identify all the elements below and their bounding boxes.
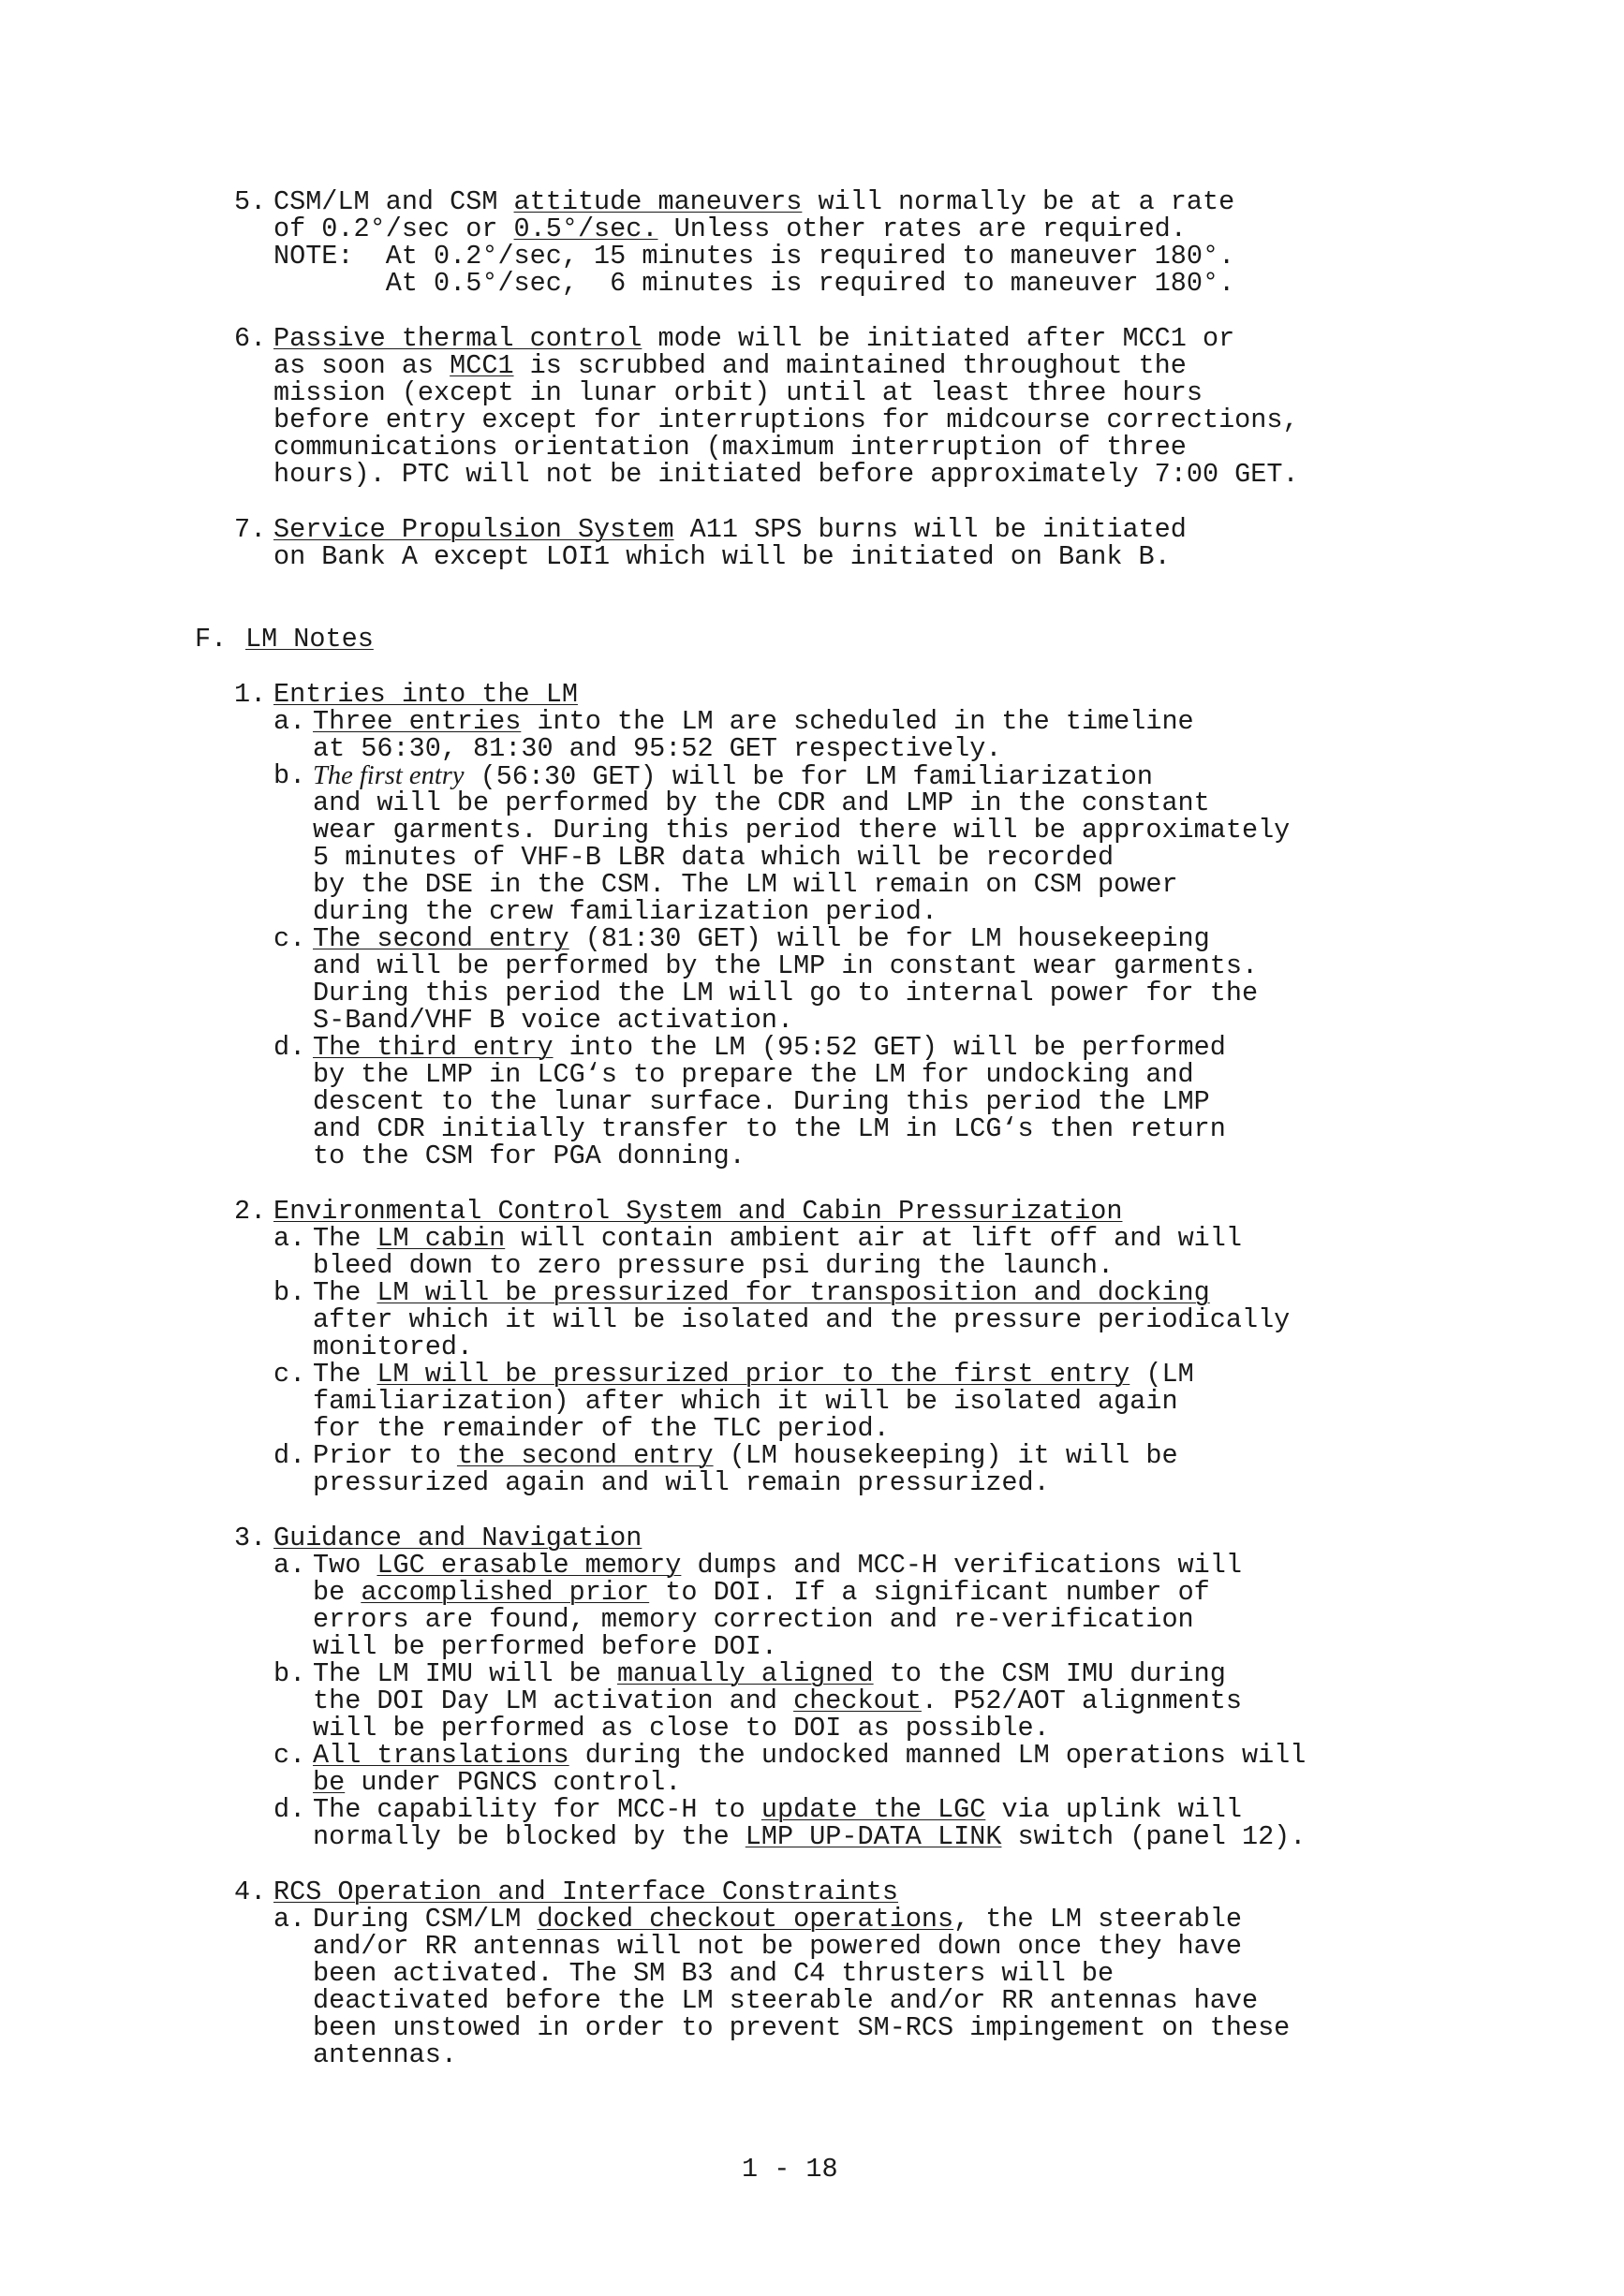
f1-d-line-4: and CDR initially transfer to the LM in LCG‘s then return: [313, 1113, 1226, 1144]
f4-a-line-1: During CSM/LM docked checkout operations, the LM steerable: [313, 1904, 1242, 1935]
f4-a-line-4: deactivated before the LM steerable and/or RR antennas have: [313, 1985, 1259, 2016]
item-5-note-1: NOTE: At 0.2°/sec, 15 minutes is required to maneuver 180°.: [273, 241, 1235, 272]
item-6-line-6: hours). PTC will not be initiated before approximately 7:00 GET.: [273, 459, 1299, 490]
f1-b-line-5: by the DSE in the CSM. The LM will remain on CSM power: [313, 869, 1178, 900]
f3-b-line-1: The LM IMU will be manually aligned to the CSM IMU during: [313, 1658, 1226, 1689]
f1-title: Entries into the LM: [273, 679, 578, 710]
f1-a-letter: a.: [273, 706, 306, 737]
f3-number: 3.: [234, 1523, 267, 1553]
f3-a-line-4: will be performed before DOI.: [313, 1631, 777, 1662]
f3-b-letter: b.: [273, 1658, 306, 1689]
f2-d-line-2: pressurized again and will remain pressurized.: [313, 1467, 1050, 1498]
f2-a-line-2: bleed down to zero pressure psi during the launch.: [313, 1250, 1115, 1281]
f1-d-line-2: by the LMP in LCG‘s to prepare the LM for undocking and: [313, 1059, 1194, 1090]
f1-d-letter: d.: [273, 1032, 306, 1063]
f4-title: RCS Operation and Interface Constraints: [273, 1877, 899, 1907]
item-7-number: 7.: [234, 514, 267, 545]
item-6-line-4: before entry except for interruptions for midcourse corrections,: [273, 405, 1299, 435]
f4-a-line-3: been activated. The SM B3 and C4 thrusters will be: [313, 1958, 1115, 1989]
item-7-line-1: Service Propulsion System A11 SPS burns will be initiated: [273, 514, 1187, 545]
f3-b-line-3: will be performed as close to DOI as possible.: [313, 1713, 1050, 1744]
f3-c-line-1: All translations during the undocked manned LM operations will: [313, 1740, 1307, 1771]
f4-a-line-6: antennas.: [313, 2039, 457, 2070]
f3-a-line-1: Two LGC erasable memory dumps and MCC-H verifications will: [313, 1550, 1242, 1581]
section-f-title: LM Notes: [245, 624, 374, 655]
section-f-letter: F.: [195, 624, 228, 655]
f1-a-line-2: at 56:30, 81:30 and 95:52 GET respectively.: [313, 733, 1002, 764]
f1-number: 1.: [234, 679, 267, 710]
f2-number: 2.: [234, 1196, 267, 1227]
f1-c-line-2: and will be performed by the LMP in constant wear garments.: [313, 950, 1259, 981]
page-number: 1 - 18: [742, 2154, 838, 2185]
f3-a-line-2: be accomplished prior to DOI. If a significant number of: [313, 1577, 1210, 1608]
f2-c-letter: c.: [273, 1359, 306, 1390]
item-6-line-5: communications orientation (maximum interruption of three: [273, 432, 1187, 463]
item-5-note-2: At 0.5°/sec, 6 minutes is required to maneuver 180°.: [273, 268, 1235, 299]
item-6-number: 6.: [234, 323, 267, 354]
f2-b-line-1: The LM will be pressurized for transposition and docking: [313, 1277, 1210, 1308]
f1-b-line-2: and will be performed by the CDR and LMP in the constant: [313, 787, 1210, 818]
f3-d-letter: d.: [273, 1794, 306, 1825]
f4-a-letter: a.: [273, 1904, 306, 1935]
f1-c-line-4: S-Band/VHF B voice activation.: [313, 1005, 794, 1036]
f1-c-line-1: The second entry (81:30 GET) will be for LM housekeeping: [313, 923, 1210, 954]
f2-title: Environmental Control System and Cabin Pressurization: [273, 1196, 1123, 1227]
item-5-line-2: of 0.2°/sec or 0.5°/sec. Unless other rates are required.: [273, 213, 1187, 244]
f2-b-letter: b.: [273, 1277, 306, 1308]
f3-title: Guidance and Navigation: [273, 1523, 642, 1553]
f3-c-letter: c.: [273, 1740, 306, 1771]
f3-d-line-2: normally be blocked by the LMP UP-DATA LINK switch (panel 12).: [313, 1821, 1307, 1852]
f2-d-letter: d.: [273, 1440, 306, 1471]
f1-c-letter: c.: [273, 923, 306, 954]
item-7-line-2: on Bank A except LOI1 which will be initiated on Bank B.: [273, 541, 1171, 572]
f2-b-line-2: after which it will be isolated and the pressure periodically: [313, 1304, 1291, 1335]
f1-d-line-3: descent to the lunar surface. During this period the LMP: [313, 1086, 1210, 1117]
f1-a-line-1: Three entries into the LM are scheduled in the timeline: [313, 706, 1194, 737]
f3-a-line-3: errors are found, memory correction and re-verification: [313, 1604, 1194, 1635]
f1-b-letter: b.: [273, 760, 306, 791]
f1-b-line-1: The first entry (56:30 GET) will be for LM familiarization: [313, 761, 1153, 792]
f2-d-line-1: Prior to the second entry (LM housekeeping) it will be: [313, 1440, 1178, 1471]
f2-a-line-1: The LM cabin will contain ambient air at lift off and will: [313, 1223, 1242, 1254]
f2-c-line-1: The LM will be pressurized prior to the first entry (LM: [313, 1359, 1194, 1390]
f1-b-line-3: wear garments. During this period there will be approximately: [313, 815, 1291, 846]
f2-c-line-2: familiarization) after which it will be isolated again: [313, 1386, 1178, 1417]
f3-b-line-2: the DOI Day LM activation and checkout. P52/AOT alignments: [313, 1685, 1242, 1716]
f3-a-letter: a.: [273, 1550, 306, 1581]
item-6-line-1: Passive thermal control mode will be initiated after MCC1 or: [273, 323, 1235, 354]
f4-number: 4.: [234, 1877, 267, 1907]
f2-b-line-3: monitored.: [313, 1332, 474, 1362]
f1-d-line-1: The third entry into the LM (95:52 GET) will be performed: [313, 1032, 1226, 1063]
f1-b-line-6: during the crew familiarization period.: [313, 896, 938, 927]
item-5-number: 5.: [234, 186, 267, 217]
f4-a-line-5: been unstowed in order to prevent SM-RCS impingement on these: [313, 2012, 1291, 2043]
item-6-line-2: as soon as MCC1 is scrubbed and maintained throughout the: [273, 350, 1187, 381]
f1-d-line-5: to the CSM for PGA donning.: [313, 1141, 746, 1171]
f3-d-line-1: The capability for MCC-H to update the LGC via uplink will: [313, 1794, 1242, 1825]
f2-a-letter: a.: [273, 1223, 306, 1254]
f3-c-line-2: be under PGNCS control.: [313, 1767, 682, 1798]
item-6-line-3: mission (except in lunar orbit) until at least three hours: [273, 377, 1203, 408]
f1-b-line-4: 5 minutes of VHF-B LBR data which will be recorded: [313, 842, 1115, 873]
f2-c-line-3: for the remainder of the TLC period.: [313, 1413, 890, 1444]
f1-c-line-3: During this period the LM will go to internal power for the: [313, 978, 1259, 1008]
item-5-line-1: CSM/LM and CSM attitude maneuvers will normally be at a rate: [273, 186, 1235, 217]
f4-a-line-2: and/or RR antennas will not be powered down once they have: [313, 1931, 1242, 1962]
